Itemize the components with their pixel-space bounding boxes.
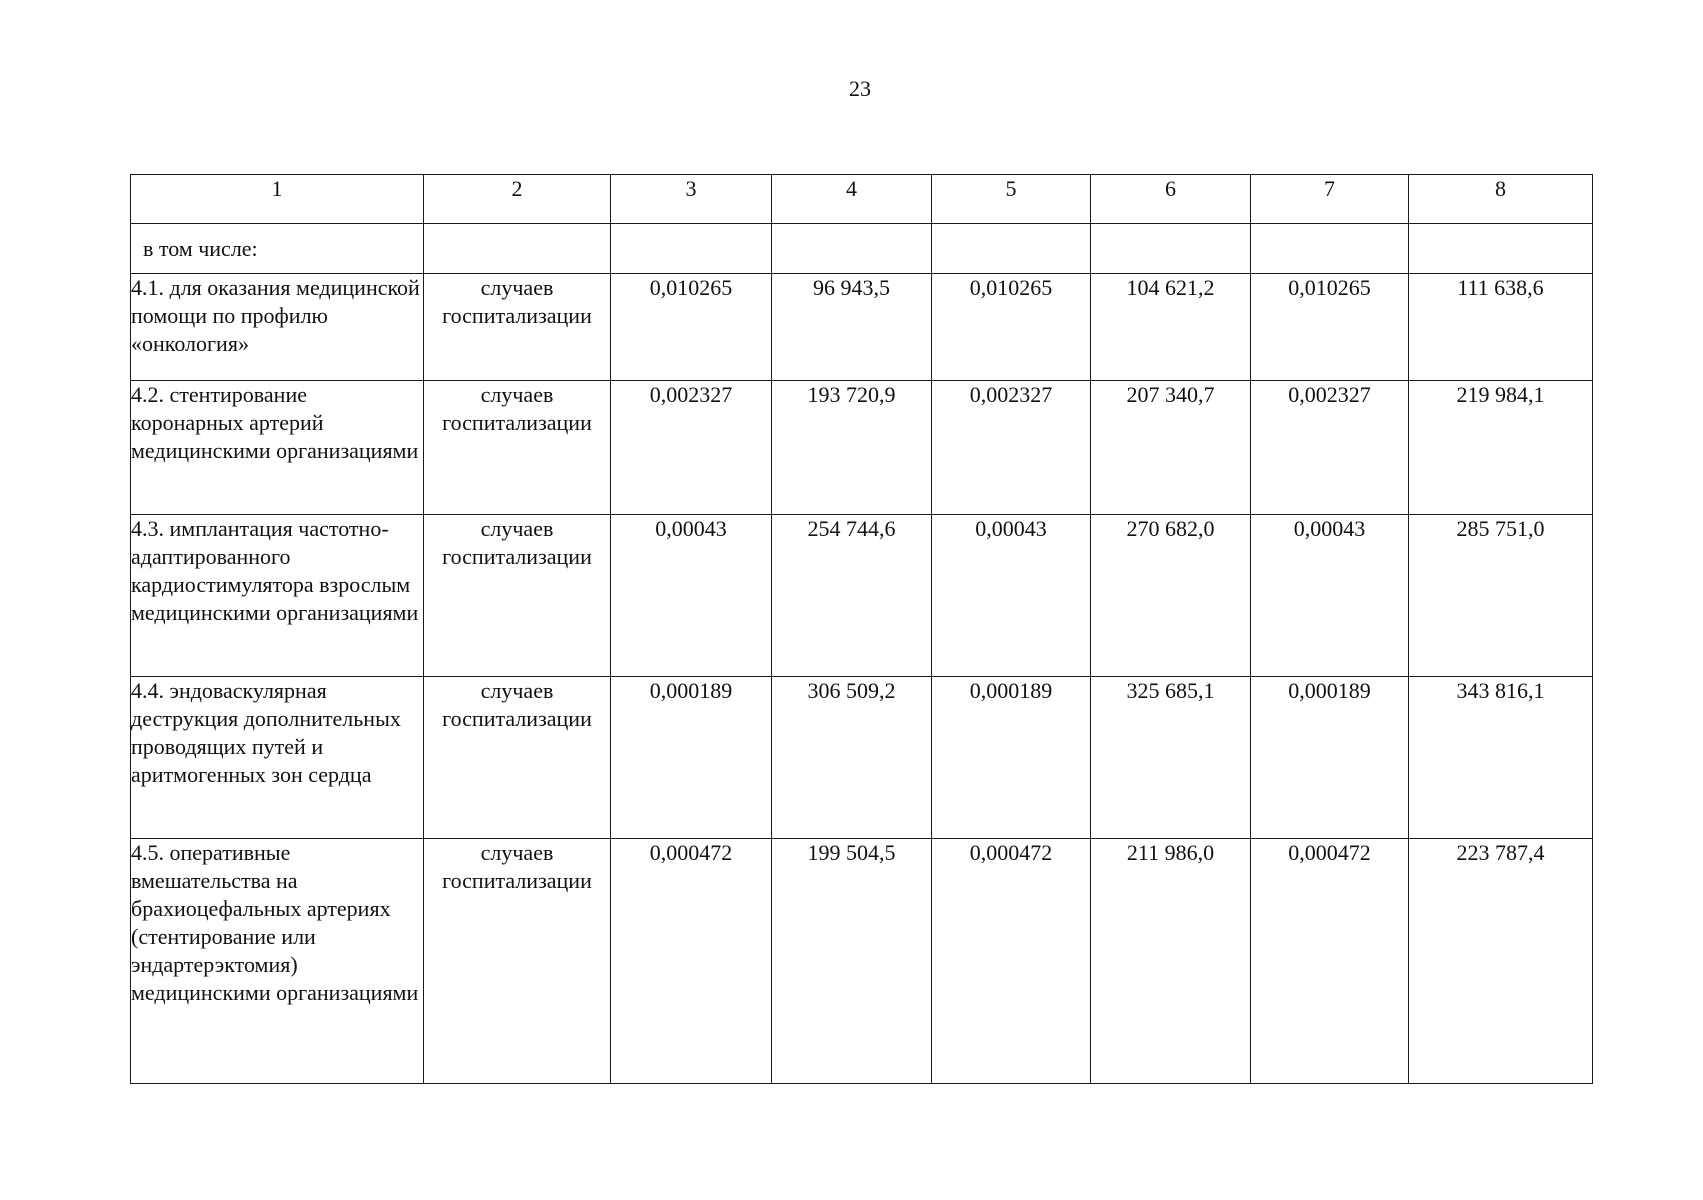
column-header: 1 [131,175,424,224]
column-header: 7 [1251,175,1409,224]
column-header-row [131,175,1593,224]
value-col3: 0,010265 [611,274,772,381]
value-col4: 306 509,2 [772,677,932,839]
table-row [131,677,1593,839]
value-col5: 0,010265 [932,274,1091,381]
data-table [130,174,1593,1084]
subheader-row [131,224,1593,274]
row-description: 4.4. эндоваскулярная деструкция дополнительных проводящих путей и аритмогенных зон сердца [131,677,424,839]
value-col3: 0,000472 [611,839,772,1084]
column-header: 4 [772,175,932,224]
value-col6: 211 986,0 [1091,839,1251,1084]
row-unit: случаев госпитализации [424,515,611,677]
value-col6: 325 685,1 [1091,677,1251,839]
value-col6: 270 682,0 [1091,515,1251,677]
value-col3: 0,00043 [611,515,772,677]
column-header: 2 [424,175,611,224]
table-row [131,839,1593,1084]
value-col8: 223 787,4 [1409,839,1593,1084]
value-col4: 199 504,5 [772,839,932,1084]
value-col3: 0,002327 [611,381,772,515]
table-row [131,381,1593,515]
value-col5: 0,00043 [932,515,1091,677]
value-col5: 0,002327 [932,381,1091,515]
value-col7: 0,002327 [1251,381,1409,515]
row-description: 4.5. оперативные вмешательства на брахиоцефальных артериях (стентирование или эндартерэктомия) медицинскими организациями [131,839,424,1084]
value-col6: 104 621,2 [1091,274,1251,381]
page-number: 23 [849,76,871,101]
row-description: 4.1. для оказания медицинской помощи по профилю «онкология» [131,274,424,381]
value-col8: 343 816,1 [1409,677,1593,839]
value-col3: 0,000189 [611,677,772,839]
row-unit: случаев госпитализации [424,677,611,839]
value-col8: 219 984,1 [1409,381,1593,515]
value-col7: 0,000189 [1251,677,1409,839]
empty-cell [1091,224,1251,274]
row-unit: случаев госпитализации [424,381,611,515]
subheader-label: в том числе: [131,224,424,274]
value-col7: 0,00043 [1251,515,1409,677]
value-col4: 193 720,9 [772,381,932,515]
empty-cell [772,224,932,274]
value-col4: 96 943,5 [772,274,932,381]
empty-cell [1251,224,1409,274]
value-col5: 0,000472 [932,839,1091,1084]
value-col8: 111 638,6 [1409,274,1593,381]
column-header: 8 [1409,175,1593,224]
empty-cell [1409,224,1593,274]
row-unit: случаев госпитализации [424,839,611,1084]
value-col5: 0,000189 [932,677,1091,839]
value-col6: 207 340,7 [1091,381,1251,515]
table-row [131,515,1593,677]
row-description: 4.2. стентирование коронарных артерий медицинскими организациями [131,381,424,515]
column-header: 3 [611,175,772,224]
column-header: 6 [1091,175,1251,224]
row-unit: случаев госпитализации [424,274,611,381]
value-col8: 285 751,0 [1409,515,1593,677]
value-col7: 0,000472 [1251,839,1409,1084]
empty-cell [424,224,611,274]
table-row [131,274,1593,381]
empty-cell [932,224,1091,274]
column-header: 5 [932,175,1091,224]
empty-cell [611,224,772,274]
row-description: 4.3. имплантация частотно-адаптированного кардиостимулятора взрослым медицинскими организациями [131,515,424,677]
value-col4: 254 744,6 [772,515,932,677]
value-col7: 0,010265 [1251,274,1409,381]
